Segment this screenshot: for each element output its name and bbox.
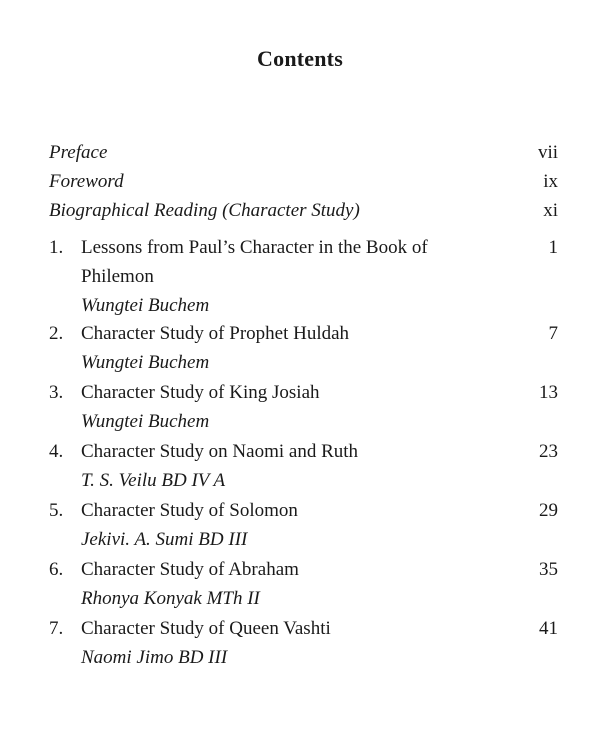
toc-front-item[interactable] [49, 196, 558, 225]
toc-chapter-entry[interactable] [49, 319, 558, 377]
contents-heading: Contents [257, 46, 343, 71]
chapter-author: T. S. Veilu BD IV A [81, 470, 226, 491]
toc-chapter-entry[interactable] [49, 233, 558, 320]
chapter-number: 2. [49, 323, 64, 344]
toc-front-label: Preface [49, 142, 108, 163]
toc-chapter-entry[interactable] [49, 378, 558, 436]
chapter-author: Wungtei Buchem [81, 352, 210, 373]
toc-chapter-entry[interactable] [49, 496, 558, 554]
chapter-number: 4. [49, 441, 64, 462]
toc-page-number: 41 [539, 618, 558, 639]
toc-page-number: ix [543, 171, 558, 192]
toc-front-item[interactable] [49, 138, 558, 167]
toc-front-label: Biographical Reading (Character Study) [49, 200, 360, 221]
chapter-author: Wungtei Buchem [81, 411, 210, 432]
chapter-author: Wungtei Buchem [81, 295, 210, 316]
toc-chapter-entry[interactable] [49, 437, 558, 495]
toc-page-number: vii [537, 142, 558, 163]
chapter-number: 6. [49, 559, 64, 580]
toc-page-number: 7 [548, 323, 558, 344]
toc-front-label: Foreword [49, 171, 124, 192]
chapter-author: Jekivi. A. Sumi BD III [81, 529, 248, 550]
chapter-title: Character Study of Abraham [81, 559, 299, 580]
toc-chapter-entry[interactable] [49, 614, 558, 672]
chapter-number: 5. [49, 500, 64, 521]
toc-page-number: 29 [539, 500, 558, 521]
chapter-title: Character Study of King Josiah [81, 382, 320, 403]
toc-page-number: 1 [548, 237, 558, 258]
chapter-number: 1. [49, 237, 64, 258]
chapter-author: Rhonya Konyak MTh II [81, 588, 260, 609]
chapter-author: Naomi Jimo BD III [81, 647, 228, 668]
chapter-title: Character Study of Solomon [81, 500, 298, 521]
chapter-number: 3. [49, 382, 64, 403]
toc-page-number: 13 [539, 382, 558, 403]
chapter-title: Lessons from Paul’s Character in the Book of Philemon [81, 237, 428, 287]
toc-page-number: 35 [539, 559, 558, 580]
toc-chapter-entry[interactable] [49, 555, 558, 613]
chapter-title: Character Study on Naomi and Ruth [81, 441, 359, 462]
toc-page-number: xi [543, 200, 558, 221]
toc-front-item[interactable] [49, 167, 558, 196]
chapter-title: Character Study of Queen Vashti [81, 618, 331, 639]
toc-page-number: 23 [539, 441, 558, 462]
chapter-number: 7. [49, 618, 64, 639]
chapter-title: Character Study of Prophet Huldah [81, 323, 350, 344]
